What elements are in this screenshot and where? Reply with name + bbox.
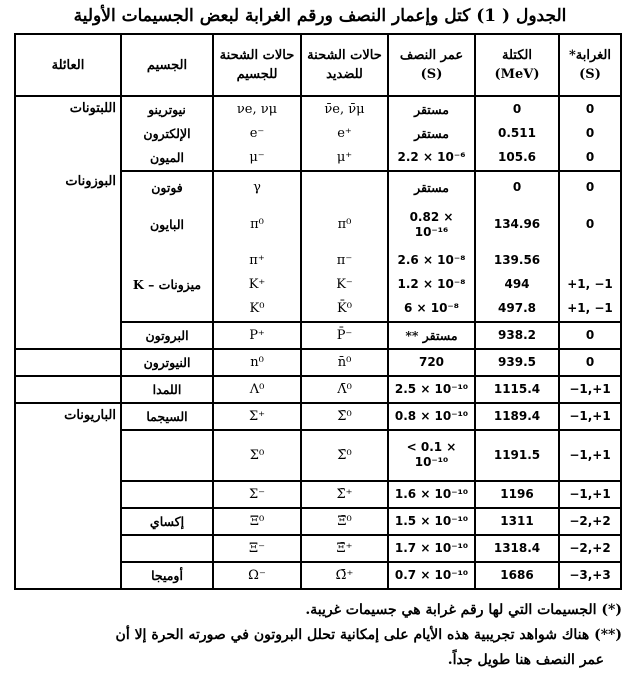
halflife-cell: 2.2 × 10⁻⁶ — [388, 145, 475, 170]
mass-cell: 497.8 — [475, 296, 559, 321]
mass-cell: 1196 — [475, 481, 559, 508]
mass-cell: 1311 — [475, 508, 559, 535]
particle-name-cell — [121, 535, 213, 562]
family-cell — [15, 349, 121, 376]
particle-charge-cell: P⁺ — [213, 322, 301, 349]
antiparticle-cell: Σ̄⁺ — [301, 481, 388, 508]
halflife-cell: 0.8 × 10⁻¹⁰ — [388, 403, 475, 430]
particle-name-cell — [121, 481, 213, 508]
antiparticle-cell: π⁰ — [301, 201, 388, 249]
particle-name-cell: إكساي — [121, 508, 213, 535]
particle-charge-cell: Ω⁻ — [213, 562, 301, 589]
particle-name-cell: فوتون — [121, 171, 213, 201]
halflife-cell: 720 — [388, 349, 475, 376]
antiparticle-cell: Λ̄⁰ — [301, 376, 388, 403]
particle-charge-cell: γ — [213, 171, 301, 201]
strangeness-cell: 0 — [559, 145, 621, 170]
antiparticle-cell: μ⁺ — [301, 145, 388, 170]
mass-cell: 1318.4 — [475, 535, 559, 562]
particle-name-cell: الميون — [121, 145, 213, 170]
particle-name-cell: نيوترينو — [121, 96, 213, 121]
strangeness-cell: −1,+1 — [559, 403, 621, 430]
antiparticle-cell: π⁻ — [301, 249, 388, 273]
table-row — [15, 322, 621, 349]
halflife-cell: 1.7 × 10⁻¹⁰ — [388, 535, 475, 562]
family-cell: البوزونات — [15, 171, 121, 322]
strangeness-cell: 0 — [559, 121, 621, 145]
particle-name-cell: البروتون — [121, 322, 213, 349]
strangeness-cell: −2,+2 — [559, 535, 621, 562]
mass-cell: 938.2 — [475, 322, 559, 349]
particle-charge-cell: π⁺ — [213, 249, 301, 273]
mass-cell: 494 — [475, 272, 559, 296]
header-charge-anti: حالات الشحنة للضديد — [301, 34, 388, 96]
header-charge-particle: حالات الشحنة للجسيم — [213, 34, 301, 96]
footnote-proton: (**) هناك شواهد تجريبية هذه الأيام على إمكانية تحلل البروتون في صورته الحرة إلا أن — [115, 627, 622, 643]
antiparticle-cell: K⁻ — [301, 272, 388, 296]
antiparticle-cell: Σ̄⁰ — [301, 430, 388, 481]
header-strangeness: الغرابة* (S) — [559, 34, 621, 96]
header-mass: الكتلة (MeV) — [475, 34, 559, 96]
table-row — [15, 376, 621, 403]
strangeness-cell: 0 — [559, 96, 621, 121]
halflife-cell: 2.6 × 10⁻⁸ — [388, 249, 475, 273]
strangeness-cell: 0 — [559, 171, 621, 201]
particles-table-container — [14, 33, 620, 590]
particle-name-cell — [121, 296, 213, 321]
mass-cell: 1191.5 — [475, 430, 559, 481]
particle-charge-cell: n⁰ — [213, 349, 301, 376]
particle-charge-cell: Σ⁻ — [213, 481, 301, 508]
particle-name-cell: اللمدا — [121, 376, 213, 403]
table-title: الجدول ( 1) كتل وإعمار النصف ورقم الغرابة لبعض الجسيمات الأولية — [73, 6, 567, 26]
strangeness-cell: −1,+1 — [559, 376, 621, 403]
header-row — [15, 34, 621, 96]
halflife-cell: مستقر — [388, 171, 475, 201]
halflife-cell: 1.2 × 10⁻⁸ — [388, 272, 475, 296]
particles-table — [14, 33, 622, 590]
strangeness-cell: 0 — [559, 322, 621, 349]
halflife-cell: مستقر ** — [388, 322, 475, 349]
particle-charge-cell: Σ⁺ — [213, 403, 301, 430]
particle-name-cell — [121, 430, 213, 481]
particle-charge-cell: π⁰ — [213, 201, 301, 249]
mass-cell: 1115.4 — [475, 376, 559, 403]
mass-cell: 939.5 — [475, 349, 559, 376]
mass-cell: 0 — [475, 96, 559, 121]
particle-name-cell: البايون — [121, 201, 213, 249]
antiparticle-cell: n̄⁰ — [301, 349, 388, 376]
antiparticle-cell: Ξ̄⁰ — [301, 508, 388, 535]
table-row — [15, 349, 621, 376]
antiparticle-cell — [301, 171, 388, 201]
footnotes — [10, 598, 622, 673]
mass-cell: 1686 — [475, 562, 559, 589]
mass-cell: 139.56 — [475, 249, 559, 273]
strangeness-cell: −2,+2 — [559, 508, 621, 535]
strangeness-cell: +1, −1 — [559, 296, 621, 321]
table-row — [15, 171, 621, 201]
antiparticle-cell: K̄⁰ — [301, 296, 388, 321]
header-halflife: عمر النصف (S) — [388, 34, 475, 96]
antiparticle-cell: Ξ̄⁺ — [301, 535, 388, 562]
halflife-cell: 0.7 × 10⁻¹⁰ — [388, 562, 475, 589]
antiparticle-cell: Ω̄⁺ — [301, 562, 388, 589]
antiparticle-cell: e⁺ — [301, 121, 388, 145]
halflife-cell: مستقر — [388, 121, 475, 145]
family-cell: الباريونات — [15, 403, 121, 589]
halflife-cell: مستقر — [388, 96, 475, 121]
particle-name-cell: النيوترون — [121, 349, 213, 376]
footnote-proton-continued: عمر النصف هنا طويل جداً. — [447, 652, 604, 668]
strangeness-cell — [559, 249, 621, 273]
family-cell — [15, 322, 121, 349]
particle-name-cell: أوميجا — [121, 562, 213, 589]
strangeness-cell: −1,+1 — [559, 481, 621, 508]
header-family: العائلة — [15, 34, 121, 96]
halflife-cell: 1.5 × 10⁻¹⁰ — [388, 508, 475, 535]
mass-cell: 134.96 — [475, 201, 559, 249]
family-cell — [15, 376, 121, 403]
particle-name-cell — [121, 249, 213, 273]
particle-charge-cell: e⁻ — [213, 121, 301, 145]
mass-cell: 0 — [475, 171, 559, 201]
strangeness-cell: 0 — [559, 349, 621, 376]
halflife-cell: 1.6 × 10⁻¹⁰ — [388, 481, 475, 508]
strangeness-cell: −3,+3 — [559, 562, 621, 589]
strangeness-cell: +1, −1 — [559, 272, 621, 296]
family-cell: اللبتونات — [15, 96, 121, 171]
particle-charge-cell: μ⁻ — [213, 145, 301, 170]
mass-cell: 105.6 — [475, 145, 559, 170]
particle-name-cell: السيجما — [121, 403, 213, 430]
mass-cell: 1189.4 — [475, 403, 559, 430]
particle-charge-cell: Σ⁰ — [213, 430, 301, 481]
mass-cell: 0.511 — [475, 121, 559, 145]
halflife-cell: 6 × 10⁻⁸ — [388, 296, 475, 321]
particle-charge-cell: Λ⁰ — [213, 376, 301, 403]
particle-name-cell: الإلكترون — [121, 121, 213, 145]
particle-charge-cell: Ξ⁻ — [213, 535, 301, 562]
halflife-cell: 2.5 × 10⁻¹⁰ — [388, 376, 475, 403]
header-particle: الجسيم — [121, 34, 213, 96]
particle-charge-cell: νe, νμ — [213, 96, 301, 121]
antiparticle-cell: P̄⁻ — [301, 322, 388, 349]
footnote-strangeness: (*) الجسيمات التي لها رقم غرابة هي جسيمات غريبة. — [305, 602, 622, 618]
particle-charge-cell: Ξ⁰ — [213, 508, 301, 535]
halflife-cell: < 0.1 × 10⁻¹⁰ — [388, 430, 475, 481]
table-row — [15, 403, 621, 430]
particle-name-cell: ميزونات – K — [121, 272, 213, 296]
table-row — [15, 96, 621, 121]
halflife-cell: 0.82 × 10⁻¹⁶ — [388, 201, 475, 249]
antiparticle-cell: Σ̄⁰ — [301, 403, 388, 430]
particle-charge-cell: K⁰ — [213, 296, 301, 321]
strangeness-cell: −1,+1 — [559, 430, 621, 481]
strangeness-cell: 0 — [559, 201, 621, 249]
antiparticle-cell: ν̄e, ν̄μ — [301, 96, 388, 121]
particle-charge-cell: K⁺ — [213, 272, 301, 296]
